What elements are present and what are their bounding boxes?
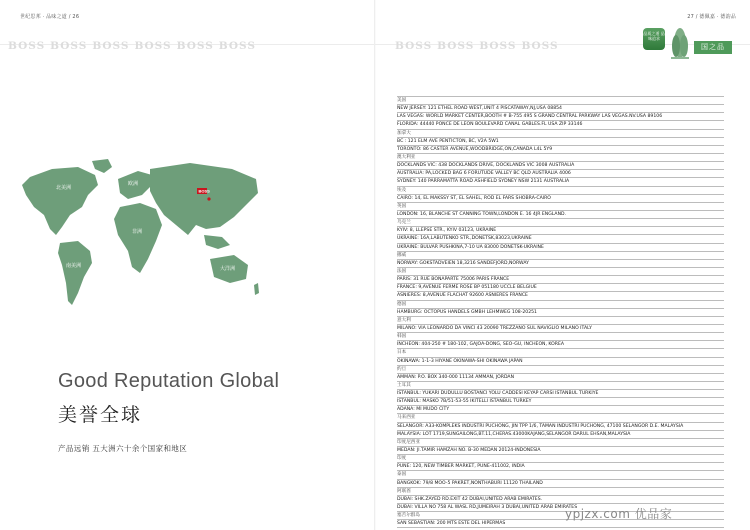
address-line: MEDAN: Jl.TAMIR HAMZAH NO. B-30 MEDAN 20124-INDONESIA — [397, 447, 724, 455]
emblem-text: 品质之道 品味追求 — [643, 31, 665, 41]
map-africa — [114, 203, 162, 273]
address-line: BC : 121 ELM AVE PENTICTON, BC, V2A 5W1 — [397, 138, 724, 146]
country-heading: 澳大利亚 — [397, 154, 724, 162]
country-heading: 马来西亚 — [397, 414, 724, 422]
country-heading: 意大利 — [397, 317, 724, 325]
map-label-south-america: 南美洲 — [66, 263, 82, 269]
address-line: INCHEON: 404-250 # 180-102, GAJOA-DONG, SEO-GU, INCHEON, KOREA — [397, 341, 724, 349]
country-heading: 挪威 — [397, 252, 724, 260]
boss-band-word: BOSS — [218, 40, 256, 52]
address-line: AMMAN: P.O. BOX 340-000 11134 AMMAN, JORDAN — [397, 374, 724, 382]
address-line: AUSTRALIA: PA,LOCKED BAG 6 FORUTUDE VALLEY BC QLD AUSTRALIA 4006 — [397, 170, 724, 178]
address-line: MALAYSIA: LOT 1719,SUNGAILONG,BT.11,CHERAS.43000KAJANG,SELANGOR DARUL EHSAN,MALAYSIA — [397, 431, 724, 439]
address-line: CAIRO: 14, EL MAKSSY ST, EL SAHEL, ROD EL FARS SHOBRA-CAIRO — [397, 195, 724, 203]
map-se-asia — [204, 235, 230, 249]
country-heading: 埃及 — [397, 187, 724, 195]
map-new-zealand — [254, 283, 259, 295]
address-line: PARIS: 31 RUE BONAPARTE 75006 PARIS FRANCE — [397, 276, 724, 284]
address-line: SYDNEY: 140 PARRAMATTA ROAD ASHFIELD SYDNEY NSW 2131 AUSTRALIA — [397, 178, 724, 186]
address-line: NORWAY: GOKSTADVEIEN 18,3216 SANDEFJORD,NORWAY — [397, 260, 724, 268]
country-heading: 乌克兰 — [397, 219, 724, 227]
country-heading: 加拿大 — [397, 130, 724, 138]
map-asia — [150, 163, 258, 235]
address-line: FRANCE: 9,AVENUE FERME ROSE BP 051180 UCCLE BELGIUE — [397, 284, 724, 292]
address-line: LONDON: 16, BLANCHE ST CANNING TOWN,LONDON E. 16 4JR ENGLAND. — [397, 211, 724, 219]
address-line: KYIV: 8, LLEPSE STR., KYIV 03123, UKRAINE — [397, 227, 724, 235]
address-line: SELANGOR: A33-KOMPLEKS INDUSTRI PUCHONG, JIN TPP 1/6, TAMAN INDUSTRI PUCHONG, 47100 SELANGOR D.E. MALAYSIA — [397, 423, 724, 431]
map-north-america — [22, 167, 98, 235]
country-heading: 英国 — [397, 203, 724, 211]
distributor-list — [397, 96, 724, 528]
address-line: NEW JERSEY: 121 ETHEL ROAD WEST,UNIT 4 PISCATAWAY,NJ,USA 08854 — [397, 105, 724, 113]
boss-band-word: BOSS — [92, 40, 130, 52]
left-page-header: 世纪思邦 · 品味之道 / 26 — [20, 14, 80, 20]
boss-band-word: BOSS — [134, 40, 172, 52]
boss-band-word: BOSS — [395, 40, 433, 52]
boss-band-word: BOSS — [176, 40, 214, 52]
address-line: LAS VEGAS: WORLD MARKET CENTER,BOOTH # B-755 495 S GRAND CENTRAL PARKWAY LAS VEGAS.NV.USA 89106 — [397, 113, 724, 121]
country-heading: 美国 — [397, 96, 724, 105]
country-heading: 约旦 — [397, 366, 724, 374]
boss-location-dot — [207, 197, 210, 200]
map-label-africa: 非洲 — [132, 229, 143, 235]
address-line: ASNIERES: 8,AVENUE FLACHAT 92600 ASNIERES FRANCE — [397, 292, 724, 300]
country-heading: 塞舌尔群岛 — [397, 512, 724, 520]
address-line: UKRAINE: BULVAR PUSHKINA,7-10 UA 83000 DONETSK-UKRAINE — [397, 244, 724, 252]
address-line: DUBAI: SHK.ZAYED RD.EXIT 42 DUBAI,UNITED ARAB EMIRATES. — [397, 496, 724, 504]
title-chinese: 美誉全球 — [58, 404, 143, 426]
boss-band-word: BOSS — [50, 40, 88, 52]
address-line: FLORIDA: 44440 PONCE DE LEON BOULEVARD CANAL GABLES.FL USA ZIP 33146 — [397, 121, 724, 129]
brand-badge: 国之品 — [694, 41, 732, 54]
tower-building-icon — [667, 26, 693, 60]
brand-emblem — [643, 28, 665, 50]
country-heading: 韩国 — [397, 333, 724, 341]
subtitle: 产品远销 五大洲六十余个国家和地区 — [58, 444, 188, 453]
address-line: OKINAWA: 1-1-3 HIYANE OKINAWA-SHI OKINAWA JAPAN — [397, 358, 724, 366]
address-line: BANGKOK: 79/8 MOO-5 PAKRET,NONTHABURI 11120 THAILAND — [397, 480, 724, 488]
watermark: ypjzx.com 优品家 — [565, 507, 673, 521]
address-line: UKRAINE: 16A,LABUTENKO STR.,DONETSK,83023,UKRAINE — [397, 235, 724, 243]
country-heading: 印度尼西亚 — [397, 439, 724, 447]
country-heading: 印度 — [397, 455, 724, 463]
country-heading: 法国 — [397, 268, 724, 276]
address-line: ISTANBUL: MASKO 7B/51-53-55 IKITELLI ISTANBUL TURKEY — [397, 398, 724, 406]
country-heading: 泰国 — [397, 471, 724, 479]
boss-band-word: BOSS — [437, 40, 475, 52]
map-label-europe: 欧洲 — [128, 181, 139, 187]
country-heading: 土耳其 — [397, 382, 724, 390]
map-label-boss: BOSS — [198, 188, 210, 194]
right-page — [375, 0, 750, 530]
boss-band-word: BOSS — [8, 40, 46, 52]
boss-band-word: BOSS — [521, 40, 559, 52]
boss-band-word: BOSS — [479, 40, 517, 52]
title-english: Good Reputation Global — [58, 370, 280, 392]
boss-band-left — [8, 40, 256, 52]
map-south-america — [58, 241, 92, 305]
address-line: ADANA: MI MUDO CITY — [397, 406, 724, 414]
address-line: SAN SEBASTIAN: 200 MTS ESTE DEL HIPERMAS — [397, 520, 724, 528]
map-greenland — [92, 159, 112, 173]
country-heading: 德国 — [397, 301, 724, 309]
address-line: ISTANBUL: YUKARI DUDULLU BOSTANCI YOLU CADDESI KEYAP CARSI ISTANBUL TURKIYE — [397, 390, 724, 398]
address-line: PUNE: 120, NEW TIMBER MARKET, PUNE-411002, INDIA — [397, 463, 724, 471]
map-label-north-america: 北美洲 — [56, 185, 72, 191]
address-line: DUBAI: VILLA NO 758 AL WASL RD,JUMEIRAH 3 DUBAI,UNITED ARAB EMIRATES — [397, 504, 724, 512]
boss-band-right — [395, 40, 559, 52]
address-line: DOCKLANDS VIC: 438 DOCKLANDS DRIVE, DOCKLANDS VIC 3008 AUSTRALIA — [397, 162, 724, 170]
address-line: HAMBURG: OCTOPUS HANDELS GMBH LEHMWEG 108-20251 — [397, 309, 724, 317]
address-line: TORONTO: 86 CASTER AVENUE,WOODBRIDGE,ON,CANADA L4L 5Y9 — [397, 146, 724, 154]
right-page-header: 27 / 德佩嘉 · 德韵品 — [687, 14, 736, 20]
address-line: MILANO: VIA LEONARDO DA VINCI 43 20090 TREZZANO SUL NAVIGLIO MILANO ITALY — [397, 325, 724, 333]
country-heading: 阿联酋 — [397, 488, 724, 496]
map-label-oceania: 大洋洲 — [220, 266, 236, 272]
country-heading: 日本 — [397, 349, 724, 357]
world-map — [0, 155, 268, 320]
